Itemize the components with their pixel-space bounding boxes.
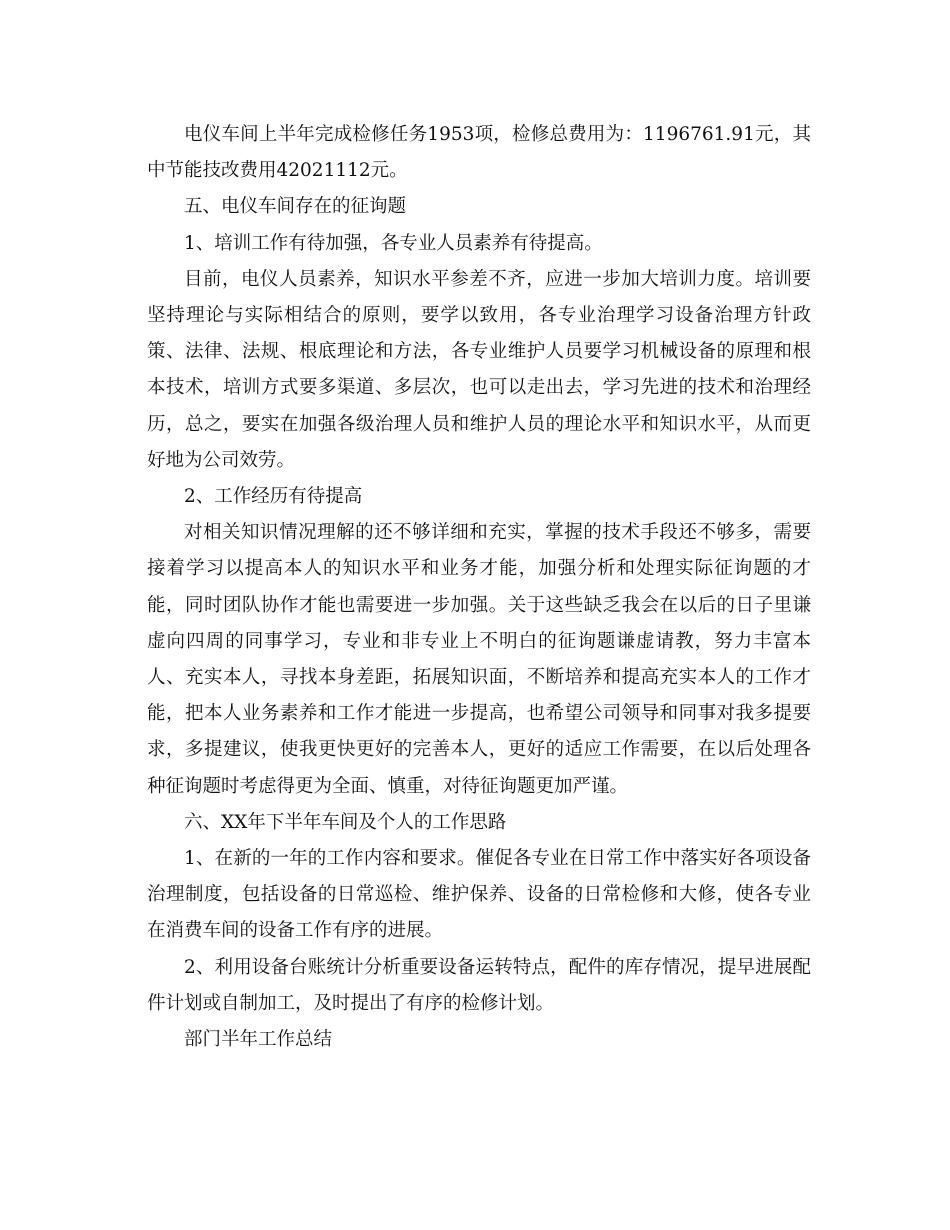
- subheading-training: 1、培训工作有待加强，各专业人员素养有待提高。: [184, 232, 603, 254]
- section-heading-problems: 五、电仪车间存在的征询题: [184, 196, 407, 218]
- paragraph-training: 目前，电仪人员素养，知识水平参差不齐，应进一步加大培训力度。培训要坚持理论与实际相结合的原则，要学以致用，各专业治理学习设备治理方针政策、法律、法规、根底理论和方法，各专业维护人员要学习机械设备的原理和根本技术，培训方式要多渠道、多层次，也可以走出去，学习先进的技术和治理经历，总之，要实在加强各级治理人员和维护人员的理论水平和知识水平，从而更好地为公司效劳。: [147, 268, 811, 471]
- paragraph-plan-2: 2、利用设备台账统计分析重要设备运转特点，配件的库存情况，提早进展配件计划或自制加工，及时提出了有序的检修计划。: [147, 956, 811, 1014]
- paragraph-summary-costs: 电仪车间上半年完成检修任务1953项，检修总费用为：1196761.91元，其中节能技改费用42021112元。: [147, 124, 811, 182]
- paragraph-plan-1: 1、在新的一年的工作内容和要求。催促各专业在日常工作中落实好各项设备治理制度，包括设备的日常巡检、维护保养、设备的日常检修和大修，使各专业在消费车间的设备工作有序的进展。: [147, 848, 811, 942]
- paragraph-experience: 对相关知识情况理解的还不够详细和充实，掌握的技术手段还不够多，需要接着学习以提高本人的知识水平和业务才能，加强分析和处理实际征询题的才能，同时团队协作才能也需要进一步加强。关于这些缺乏我会在以后的日子里谦虚向四周的同事学习，专业和非专业上不明白的征询题谦虚请教，努力丰富本人、充实本人，寻找本身差距，拓展知识面，不断培养和提高充实本人的工作才能，把本人业务素养和工作才能进一步提高，也希望公司领导和同事对我多提要求，多提建议，使我更快更好的完善本人，更好的适应工作需要，在以后处理各种征询题时考虑得更为全面、慎重，对待征询题更加严谨。: [147, 522, 811, 797]
- section-heading-plans: 六、XX年下半年车间及个人的工作思路: [184, 811, 507, 833]
- document-body: [147, 117, 811, 1058]
- subheading-experience: 2、工作经历有待提高: [184, 486, 363, 508]
- closing-title: 部门半年工作总结: [184, 1029, 333, 1051]
